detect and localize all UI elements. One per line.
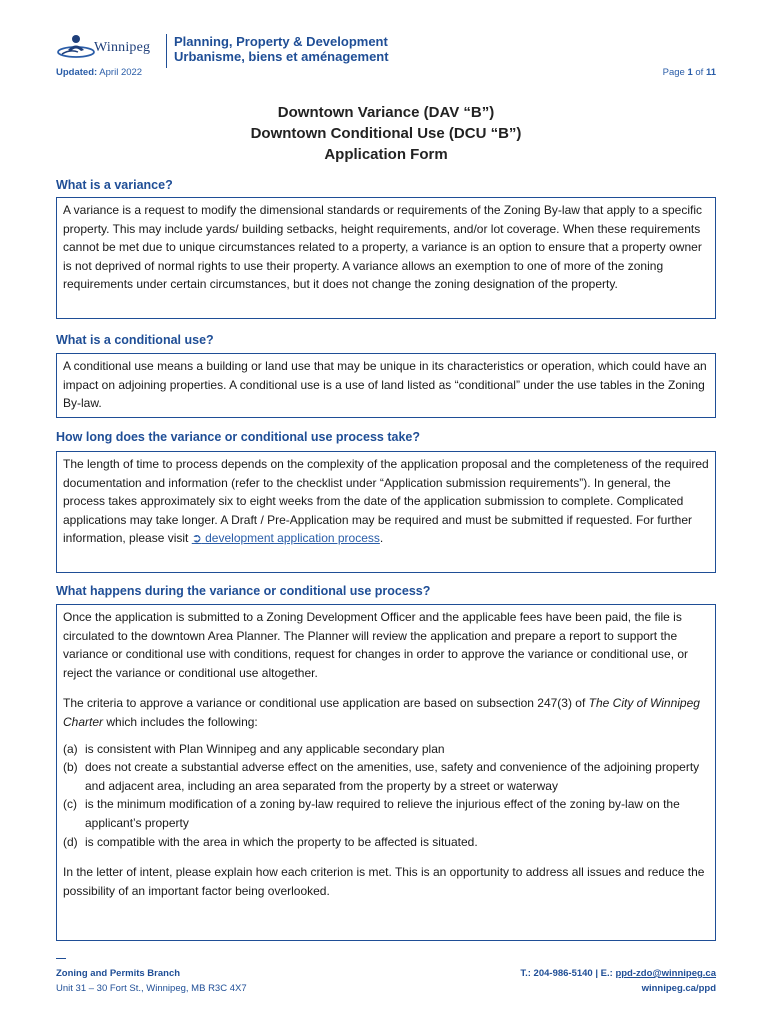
meta-line (56, 67, 716, 83)
footer-website[interactable]: winnipeg.ca/ppd (641, 983, 716, 994)
conditional-use-box (56, 353, 716, 418)
variance-heading: What is a variance? (56, 178, 173, 192)
page-number: Page 1 of 11 (662, 67, 716, 78)
footer-phone: T.: 204-986-5140 | E.: (520, 968, 616, 979)
footer-address-block (56, 966, 247, 996)
duration-body: The length of time to process depends on the complexity of the application proposal and the completeness of the required documentation and information (refer to the checklist under “Application submission requirements”). In general, the process takes approximately six to eight weeks from the date of the application submission to complete. Complicated applications may take longer. A Draft / Pre-Application may be required and must be submitted if requested. For further information, please visit ➲ development application process. (63, 457, 709, 546)
conditional-use-body: A conditional use means a building or land use that may be unique in its characteristics or operation, which could have an impact on adjoining properties. A conditional use is a use of land listed as “conditional” under the use tables in the Zoning By-law. (63, 359, 707, 411)
criterion-item: (a) is consistent with Plan Winnipeg and any applicable secondary plan (63, 741, 445, 756)
header-divider (166, 34, 167, 68)
footer-branch: Zoning and Permits Branch (56, 968, 181, 979)
process-para-1: Once the application is submitted to a Zoning Development Officer and the applicable fees have been paid, the file is circulated to the downtown Area Planner. The Planner will review the application and prepare a report to support the variance or conditional use with conditions, request for changes in order to approve the variance or conditional use, or reject the variance or conditional use altogether. (63, 610, 689, 680)
duration-box (56, 451, 716, 573)
process-para-3: In the letter of intent, please explain how each criterion is met. This is an opportunity to address all issues and reduce the possibility of an important factor being overlooked. (63, 865, 705, 898)
footer-contact-block (520, 966, 716, 996)
logo-wordmark: Winnipeg (94, 40, 151, 55)
title-line-2: Downtown Conditional Use (DCU “B”) (250, 125, 522, 142)
title-line-3: Application Form (324, 146, 448, 163)
criteria-list (63, 740, 709, 852)
conditional-use-heading: What is a conditional use? (56, 333, 214, 347)
document-title (56, 102, 716, 165)
updated-date: Updated: April 2022 (56, 67, 143, 78)
process-box (56, 604, 716, 941)
footer-email-link[interactable]: ppd-zdo@winnipeg.ca (615, 968, 716, 979)
department-name-fr: Urbanisme, biens et aménagement (174, 49, 389, 64)
footer-address: Unit 31 – 30 Fort St., Winnipeg, MB R3C 4X7 (56, 983, 247, 994)
duration-heading: How long does the variance or conditional use process take? (56, 430, 420, 444)
development-application-process-link[interactable]: ➲ development application process (191, 531, 380, 546)
criterion-item: (d) is compatible with the area in which the property to be affected is situated. (63, 834, 478, 849)
variance-body: A variance is a request to modify the dimensional standards or requirements of the Zoning By-law that apply to a specific property. This may include yards/ building setbacks, height requirements, and/or lot coverage. When these requirements cannot be met due to unique circumstances related to a property, a variance is an option to ensure that a property owner is not deprived of normal rights to use their property. A variance allows an exemption to one of more of the zoning requirements under certain circumstances, but it does not change the zoning designation of the property. (63, 203, 702, 292)
page-header (56, 30, 716, 70)
department-name-en: Planning, Property & Development (174, 34, 388, 49)
variance-box (56, 197, 716, 319)
criterion-item: (c) is the minimum modification of a zoning by-law required to relieve the injurious effect of the zoning by-law on the applicant’s property (63, 797, 680, 830)
process-para-2: The criteria to approve a variance or conditional use application are based on subsection 247(3) of The City of Winnipeg Charter which includes the following: (63, 696, 700, 729)
footer-rule (56, 958, 66, 959)
process-heading: What happens during the variance or conditional use process? (56, 584, 431, 598)
criterion-item: (b) does not create a substantial adverse effect on the amenities, use, safety and convenience of the adjoining property and adjacent area, including an area separated from the property by a street or waterway (63, 760, 700, 793)
link-arrow-icon: ➲ (191, 531, 202, 546)
title-line-1: Downtown Variance (DAV “B”) (277, 104, 495, 121)
